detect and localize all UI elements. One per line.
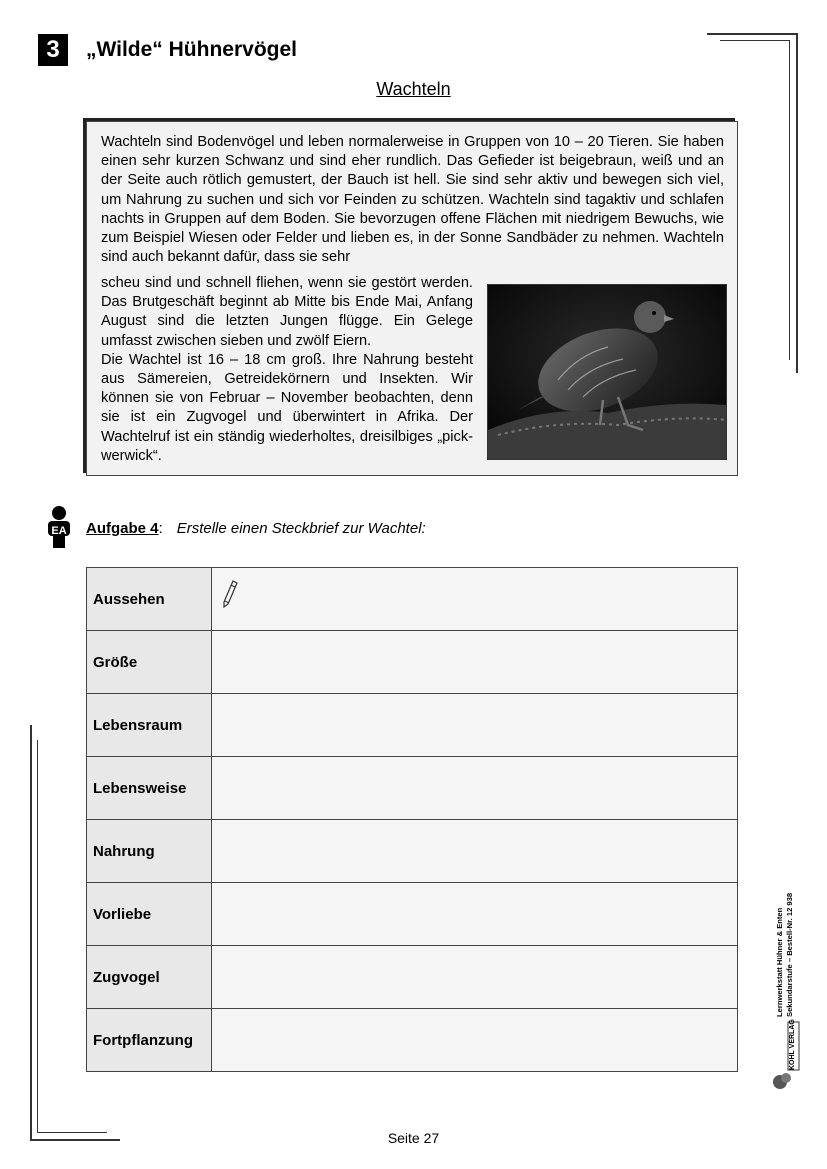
chapter-number-badge: 3 [38,34,68,66]
table-row [87,631,738,694]
frame-bottom-left-v1 [30,725,32,1140]
publisher-logo [770,1020,800,1095]
answer-field[interactable] [212,568,738,631]
answer-field[interactable] [212,883,738,946]
task-number: Aufgabe 4 [86,520,159,537]
row-label: Größe [87,631,212,694]
row-label: Lebensraum [87,694,212,757]
answer-field[interactable] [212,694,738,757]
chapter-title: „Wilde“ Hühnervögel [86,38,297,61]
page-number: Seite 27 [387,1130,440,1146]
row-label: Lebensweise [87,757,212,820]
answer-field[interactable] [212,1009,738,1072]
row-label: Nahrung [87,820,212,883]
info-paragraph-facts: Die Wachtel ist 16 – 18 cm groß. Ihre Nahrung besteht aus Sämereien, Getreidekörnern und Insekten. Wir können sie von Februar – November beobachten, denn sie ist ein Zugvogel und überwintert in Afrika. Der Wachtelruf ist ein ständig wiederholtes, dreisilbiges „pick-werwick“. [101,351,473,464]
quail-photo [487,284,727,460]
table-row [87,757,738,820]
frame-top-right-h2 [720,40,790,41]
row-label: Vorliebe [87,883,212,946]
info-paragraph-breeding: scheu sind und schnell fliehen, wenn sie gestört werden. Das Brutgeschäft beginnt ab Mitte bis Ende Mai, Anfang August sind die letzten Jungen flügge. Ein Gelege umfasst zwischen sieben und zwölf Eiern. [101,275,473,349]
profile-table [86,567,738,1072]
table-row [87,1009,738,1072]
table-row [87,883,738,946]
answer-field[interactable] [212,946,738,1009]
info-paragraph-continued [101,274,473,466]
answer-field[interactable] [212,820,738,883]
table-row [87,946,738,1009]
info-text-box [86,121,738,476]
info-paragraph-intro: Wachteln sind Bodenvögel und leben normalerweise in Gruppen von 10 – 20 Tieren. Sie haben einen sehr kurzen Schwanz und sind eher rundlich. Das Gefieder ist beigebraun, weiß und an der Seite auch rötlich gemustert, der Bauch ist hell. Sie sind sehr aktiv und bewegen sich viel, um Nahrung zu suchen und sich vor Feinden zu schützen. Wachteln sind tagaktiv und schlafen nachts in Gruppen auf dem Boden. Sie bevorzugen offene Flächen mit niedrigem Bewuchs, wie zum Beispiel Wiesen oder Felder und lieben es, in der Sonne Sandbäder zu nehmen. Wachteln sind auch bekannt dafür, dass sie sehr [101,134,724,266]
section-subtitle: Wachteln [376,79,451,99]
sidebar-line-2: Sekundarstufe – Bestell-Nr. 12 938 [785,892,794,1017]
task-colon: : [158,520,163,537]
task-icon-label: EA [51,525,67,537]
row-label: Zugvogel [87,946,212,1009]
task-instruction: Erstelle einen Steckbrief zur Wachtel: [176,520,426,537]
table-row [87,568,738,631]
individual-work-icon [44,506,74,552]
table-row [87,820,738,883]
pencil-icon [222,580,238,608]
row-label: Fortpflanzung [87,1009,212,1072]
frame-top-right-h1 [707,33,797,35]
sidebar-product-info [775,872,805,1017]
sidebar-line-1: Lernwerkstatt Hühner & Enten [775,907,784,1017]
table-row [87,694,738,757]
frame-bottom-left-v2 [37,740,38,1133]
answer-field[interactable] [212,631,738,694]
quail-illustration [488,285,726,459]
answer-field[interactable] [212,757,738,820]
publisher-name: KOHL VERLAG [789,1019,796,1070]
row-label: Aussehen [87,568,212,631]
task-heading [86,520,426,537]
